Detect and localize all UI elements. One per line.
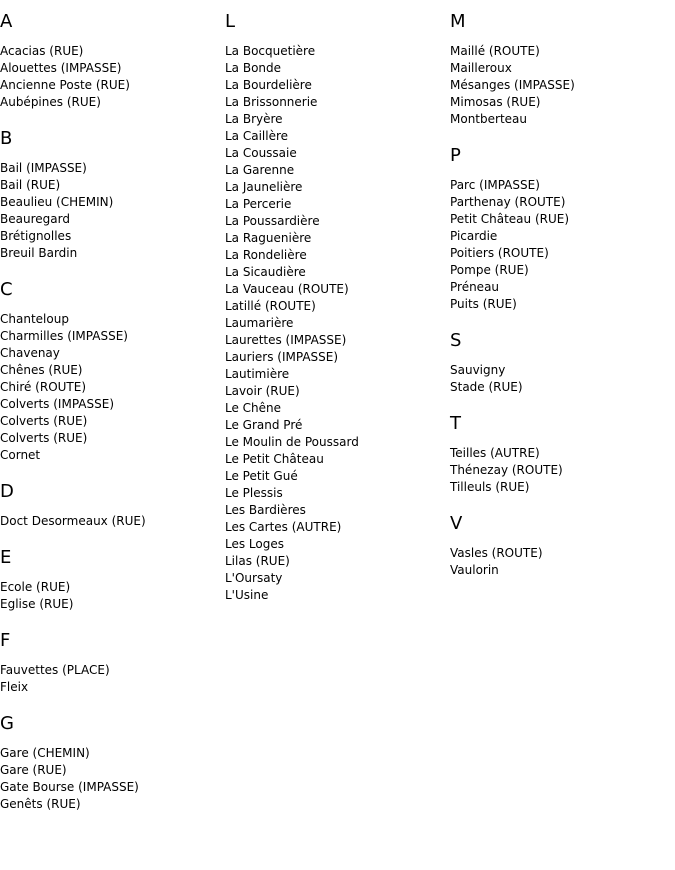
street-list: [0, 662, 222, 696]
street-item: Préneau: [450, 280, 500, 294]
street-item: Charmilles (IMPASSE): [0, 329, 128, 343]
street-item: Puits (RUE): [450, 297, 517, 311]
street-item: La Rondelière: [225, 248, 307, 262]
street-item: Gate Bourse (IMPASSE): [0, 780, 139, 794]
letter-heading: A: [0, 11, 13, 32]
letter-section: [0, 546, 222, 613]
street-item: Le Petit Château: [225, 452, 324, 466]
street-list: [225, 43, 447, 604]
letter-section: [450, 512, 672, 579]
street-list: [0, 43, 222, 111]
street-item: Le Plessis: [225, 486, 283, 500]
street-item: Lavoir (RUE): [225, 384, 300, 398]
street-item: Le Petit Gué: [225, 469, 298, 483]
street-item: La Bonde: [225, 61, 282, 75]
letter-section: [0, 629, 222, 696]
street-item: Doct Desormeaux (RUE): [0, 514, 146, 528]
street-item: Acacias (RUE): [0, 44, 84, 58]
street-item: La Bocquetière: [225, 44, 316, 58]
street-item: Tilleuls (RUE): [450, 480, 530, 494]
street-list: [450, 362, 672, 396]
street-item: Picardie: [450, 229, 498, 243]
street-item: Thénezay (ROUTE): [450, 463, 563, 477]
street-list: [0, 311, 222, 464]
street-item: Fauvettes (PLACE): [0, 663, 110, 677]
letter-section: [0, 10, 222, 111]
letter-heading: D: [0, 481, 14, 502]
street-item: L'Usine: [225, 588, 269, 602]
street-index-column: [225, 10, 447, 620]
letter-section: [0, 480, 222, 530]
street-item: La Vauceau (ROUTE): [225, 282, 349, 296]
street-item: Breuil Bardin: [0, 246, 78, 260]
street-item: La Raguenière: [225, 231, 312, 245]
street-item: Eglise (RUE): [0, 597, 74, 611]
street-item: L'Oursaty: [225, 571, 283, 585]
street-item: Pompe (RUE): [450, 263, 529, 277]
street-item: Montberteau: [450, 112, 527, 126]
letter-heading: C: [0, 279, 13, 300]
street-item: Laumarière: [225, 316, 294, 330]
letter-heading: P: [450, 145, 461, 166]
street-list: [0, 513, 222, 530]
street-item: Beaulieu (CHEMIN): [0, 195, 114, 209]
street-item: Ecole (RUE): [0, 580, 71, 594]
street-item: La Bourdelière: [225, 78, 312, 92]
letter-section: [0, 712, 222, 813]
letter-heading: M: [450, 11, 466, 32]
letter-section: [450, 144, 672, 313]
street-item: Vaulorin: [450, 563, 499, 577]
street-item: Alouettes (IMPASSE): [0, 61, 122, 75]
letter-section: [0, 278, 222, 464]
street-item: Gare (CHEMIN): [0, 746, 90, 760]
street-item: Le Chêne: [225, 401, 282, 415]
street-item: Gare (RUE): [0, 763, 67, 777]
street-item: Poitiers (ROUTE): [450, 246, 549, 260]
street-item: Stade (RUE): [450, 380, 523, 394]
street-index-column: [0, 10, 222, 829]
letter-heading: E: [0, 547, 12, 568]
street-item: Latillé (ROUTE): [225, 299, 316, 313]
street-list: [450, 43, 672, 128]
street-item: Les Cartes (AUTRE): [225, 520, 342, 534]
street-list: [0, 579, 222, 613]
street-item: Colverts (RUE): [0, 414, 88, 428]
street-item: La Jaunelière: [225, 180, 303, 194]
street-item: Lautimière: [225, 367, 290, 381]
street-item: Bail (RUE): [0, 178, 61, 192]
street-item: Sauvigny: [450, 363, 506, 377]
street-item: Petit Château (RUE): [450, 212, 570, 226]
street-item: Vasles (ROUTE): [450, 546, 543, 560]
street-item: Chiré (ROUTE): [0, 380, 87, 394]
letter-heading: G: [0, 713, 14, 734]
street-list: [450, 445, 672, 496]
street-item: Chanteloup: [0, 312, 69, 326]
letter-heading: F: [0, 630, 11, 651]
street-item: Aubépines (RUE): [0, 95, 101, 109]
street-item: La Bryère: [225, 112, 283, 126]
street-item: Beauregard: [0, 212, 70, 226]
street-item: Colverts (RUE): [0, 431, 88, 445]
street-item: Teilles (AUTRE): [450, 446, 540, 460]
street-item: La Coussaie: [225, 146, 297, 160]
letter-heading: B: [0, 128, 13, 149]
street-item: Le Grand Pré: [225, 418, 303, 432]
letter-section: [225, 10, 447, 604]
letter-section: [450, 412, 672, 496]
street-item: Les Loges: [225, 537, 284, 551]
street-list: [450, 545, 672, 579]
street-item: Mailleroux: [450, 61, 512, 75]
street-item: La Caillère: [225, 129, 289, 143]
street-item: La Garenne: [225, 163, 295, 177]
street-item: Maillé (ROUTE): [450, 44, 540, 58]
street-item: Genêts (RUE): [0, 797, 81, 811]
street-item: Lauriers (IMPASSE): [225, 350, 339, 364]
street-item: Colverts (IMPASSE): [0, 397, 114, 411]
street-item: La Poussardière: [225, 214, 320, 228]
street-item: Lilas (RUE): [225, 554, 290, 568]
street-item: Fleix: [0, 680, 29, 694]
letter-heading: V: [450, 513, 463, 534]
street-item: Cornet: [0, 448, 41, 462]
street-item: Mésanges (IMPASSE): [450, 78, 575, 92]
letter-section: [0, 127, 222, 262]
letter-heading: L: [225, 11, 236, 32]
street-item: Mimosas (RUE): [450, 95, 541, 109]
street-item: Laurettes (IMPASSE): [225, 333, 347, 347]
street-item: Brétignolles: [0, 229, 72, 243]
street-item: Ancienne Poste (RUE): [0, 78, 130, 92]
letter-section: [450, 329, 672, 396]
street-item: Chênes (RUE): [0, 363, 83, 377]
street-item: La Sicaudière: [225, 265, 306, 279]
street-list: [0, 160, 222, 262]
street-list: [0, 745, 222, 813]
street-item: Parthenay (ROUTE): [450, 195, 566, 209]
street-index-column: [450, 10, 672, 595]
street-list: [450, 177, 672, 313]
street-item: Parc (IMPASSE): [450, 178, 540, 192]
street-item: Les Bardières: [225, 503, 306, 517]
street-item: Chavenay: [0, 346, 60, 360]
letter-heading: T: [450, 413, 461, 434]
street-item: La Percerie: [225, 197, 292, 211]
street-item: La Brissonnerie: [225, 95, 318, 109]
letter-section: [450, 10, 672, 128]
letter-heading: S: [450, 330, 462, 351]
street-item: Le Moulin de Poussard: [225, 435, 359, 449]
street-item: Bail (IMPASSE): [0, 161, 87, 175]
